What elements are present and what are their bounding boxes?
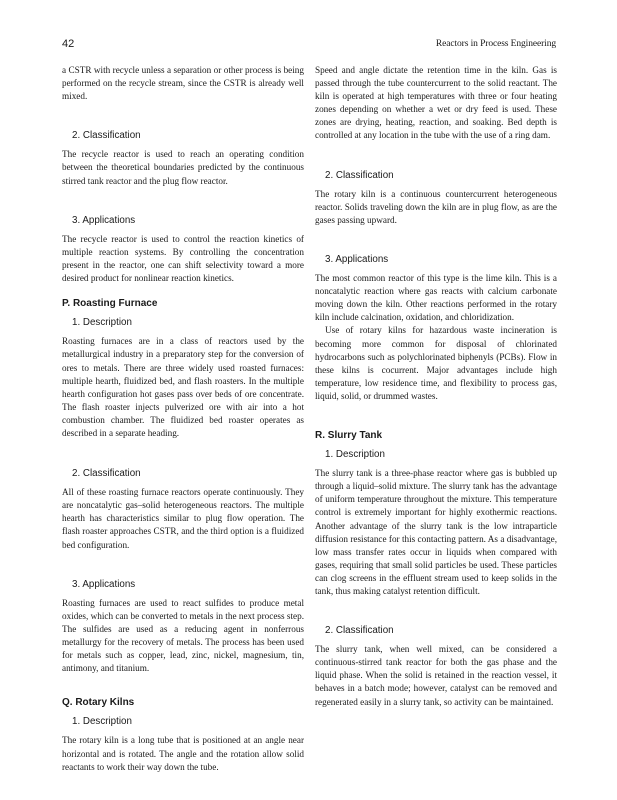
paragraph: All of these roasting furnace reactors operate continuously. They are noncatalytic gas–solid heterogeneous reactors. The multiple hearth has characteristics similar to plug flow operation. The flash roaster approaches CSTR, and the third option is a fluidized bed configuration.	[62, 487, 304, 550]
paragraph: The most common reactor of this type is the lime kiln. This is a noncatalytic reaction where gas reacts with calcium carbonate moving down the kiln. Other reactions performed in the rotary kiln include calcination, oxidation, and chloridization.	[315, 273, 557, 323]
paragraph: The slurry tank, when well mixed, can be considered a continuous-stirred tank reactor for both the gas phase and the liquid phase. When the solid is retained in the reaction vessel, it behaves in a batch mode; however, catalyst can be removed and regenerated easily in a slurry tank, so activity can be maintained.	[315, 644, 557, 707]
subsection-heading: 1. Description	[325, 449, 385, 461]
paragraph: The rotary kiln is a long tube that is positioned at an angle near horizontal and is rotated. The angle and the rotation allow solid reactants to work their way down the tube.	[62, 735, 304, 772]
subsection-heading: 2. Classification	[325, 169, 394, 181]
paragraph: The recycle reactor is used to reach an operating condition between the theoretical boundaries predicted by the continuous stirred tank reactor and the plug flow reactor.	[62, 149, 304, 186]
subsection-heading: 1. Description	[72, 716, 132, 728]
running-title: Reactors in Process Engineering	[435, 39, 556, 49]
subsection-heading: 3. Applications	[72, 578, 136, 590]
paragraph: Roasting furnaces are used to react sulfides to produce metal oxides, which can be converted to metals in the next process step. The sulfides are used as a reducing agent in nonferrous metallurgy for the recovery of metals. The process has been used for metals such as copper, lead, zinc, nickel, magnesium, tin, antimony, and titanium.	[62, 597, 304, 674]
subsection-heading: 3. Applications	[325, 253, 389, 265]
section-heading: P. Roasting Furnace	[62, 298, 158, 310]
subsection-heading: 3. Applications	[72, 214, 136, 226]
section-heading: Q. Rotary Kilns	[62, 697, 135, 709]
left-column	[62, 64, 304, 774]
paragraph: The slurry tank is a three-phase reactor where gas is bubbled up through a liquid–solid mixture. The slurry tank has the advantage of uniform temperature throughout the mixture. This temperature control is extremely important for highly exothermic reactions. Another advantage of the slurry tank is the low intraparticle diffusion resistance for this contacting pattern. As a disadvantage, low mass transfer rates occur in liquids when compared with gases, requiring that small solid particles be used. These particles can clog screens in the effluent stream used to keep solids in the tank, thus making catalyst retention difficult.	[315, 468, 557, 596]
subsection-heading: 2. Classification	[72, 130, 141, 142]
paragraph: Roasting furnaces are in a class of reactors used by the metallurgical industry in a preparatory step for the conversion of ores to metals. There are three widely used roasted furnaces: multiple hearth, fluidized bed, and flash roasters. In the multiple hearth configuration hot gases pass over beds of ore concentrate. The flash roaster injects pulverized ore with air into a hot combustion chamber. The fluidized bed roaster operates as described in a separate heading.	[62, 336, 304, 438]
subsection-heading: 2. Classification	[325, 625, 394, 637]
paragraph: The recycle reactor is used to control the reaction kinetics of multiple reaction systems. By controlling the concentration present in the reactor, one can shift selectivity toward a more desired product for nonlinear reaction kinetics.	[62, 233, 304, 284]
paragraph: Use of rotary kilns for hazardous waste incineration is becoming more common for disposal of chlorinated hydrocarbons such as polychlorinated biphenyls (PCBs). Flow in these kilns is cocurrent. Major advantages include high temperature, low residence time, and flexibility to process gas, liquid, solid, or drummed wastes.	[315, 325, 557, 401]
right-column	[315, 64, 557, 709]
page-number: 42	[62, 38, 75, 50]
subsection-heading: 2. Classification	[72, 468, 141, 480]
paragraph: a CSTR with recycle unless a separation or other process is being performed on the recycle stream, since the CSTR is already well mixed.	[62, 65, 304, 102]
paragraph: Speed and angle dictate the retention time in the kiln. Gas is passed through the tube countercurrent to the solid reactant. The kiln is operated at high temperatures with three or four heating zones depending on whether a wet or dry feed is used. These zones are drying, heating, reaction, and soaking. Bed depth is controlled at any location in the tube with the use of a ring dam.	[315, 65, 557, 141]
subsection-heading: 1. Description	[72, 317, 132, 329]
paragraph: The rotary kiln is a continuous countercurrent heterogeneous reactor. Solids traveling down the kiln are in plug flow, as are the gases passing upward.	[315, 188, 557, 225]
section-heading: R. Slurry Tank	[315, 429, 383, 441]
